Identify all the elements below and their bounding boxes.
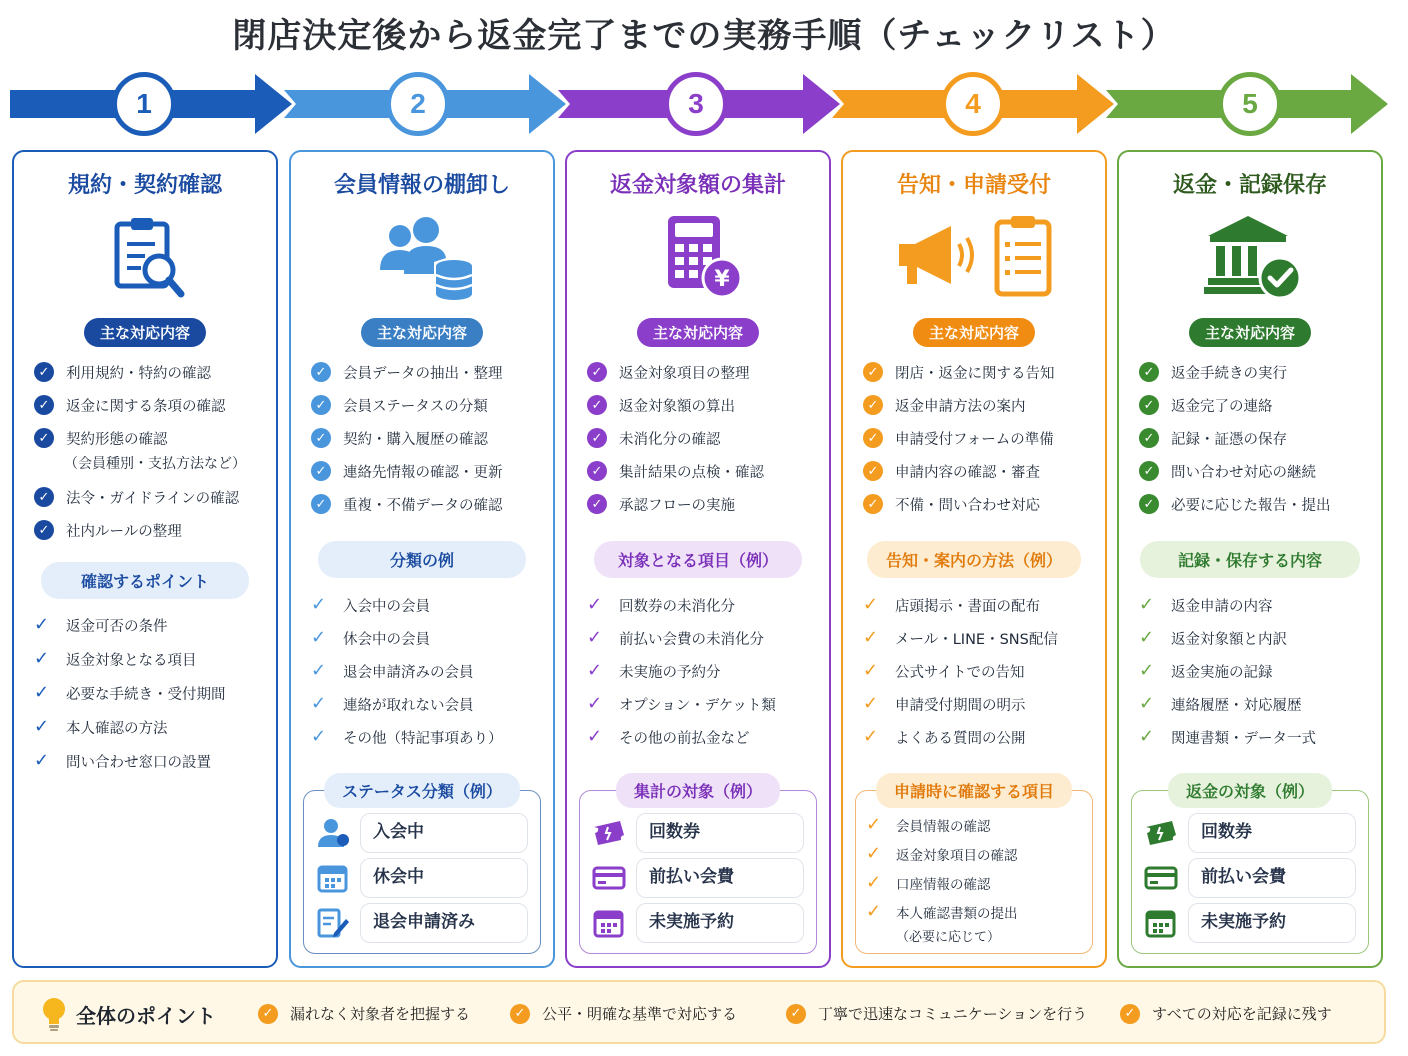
section-list <box>863 595 1101 760</box>
checkmark-icon: ✓ <box>866 901 882 922</box>
section-title: 記録・保存する内容 <box>1140 541 1360 578</box>
member-icon <box>316 817 350 849</box>
members-database-icon <box>374 212 474 302</box>
check-circle-icon: ✓ <box>1139 362 1159 382</box>
checkmark-icon: ✓ <box>34 750 50 771</box>
checkmark-icon: ✓ <box>34 682 50 703</box>
main-tasks-pill: 主な対応内容 <box>637 318 759 347</box>
main-tasks-pill: 主な対応内容 <box>1189 318 1311 347</box>
main-task-list <box>34 362 272 553</box>
status-label: 入会中 <box>360 813 528 853</box>
step-title: 規約・契約確認 <box>67 173 222 198</box>
step-title: 会員情報の棚卸し <box>333 173 510 198</box>
main-task-list <box>1139 362 1377 527</box>
check-circle-icon: ✓ <box>587 494 607 514</box>
checkmark-icon: ✓ <box>587 627 603 648</box>
list-item-note: （必要に応じて） <box>896 930 1001 945</box>
checkmark-icon: ✓ <box>587 693 603 714</box>
step-card-2 <box>289 150 555 968</box>
target-label: 未実施予約 <box>636 903 804 943</box>
checkmark-icon: ✓ <box>311 594 327 615</box>
section-list <box>1139 595 1377 760</box>
main-task-list <box>587 362 825 527</box>
checkmark-icon: ✓ <box>863 693 879 714</box>
list-item: ✓ 問い合わせ窓口の設置 <box>34 750 211 771</box>
check-circle-icon: ✓ <box>587 362 607 382</box>
calendar-icon <box>592 907 626 939</box>
list-item: ✓ 返金対象額と内訳 <box>1139 627 1287 648</box>
overall-points-bar <box>12 980 1386 1044</box>
list-item: ✓ 会員情報の確認 <box>866 814 991 835</box>
list-item: ✓ 申請内容の確認・審査 <box>863 461 1101 494</box>
list-item: ✓ 返金手続きの実行 <box>1139 362 1377 395</box>
check-circle-icon: ✓ <box>863 395 883 415</box>
calendar-icon <box>316 862 350 894</box>
target-label: 前払い会費 <box>636 858 804 898</box>
check-circle-icon: ✓ <box>311 494 331 514</box>
check-circle-icon: ✓ <box>863 494 883 514</box>
check-circle-icon: ✓ <box>34 520 54 540</box>
checkmark-icon: ✓ <box>1139 660 1155 681</box>
main-tasks-pill: 主な対応内容 <box>913 318 1035 347</box>
checkmark-icon: ✓ <box>866 872 882 893</box>
check-circle-icon: ✓ <box>1139 395 1159 415</box>
target-label: 前払い会費 <box>1188 858 1356 898</box>
main-tasks-pill: 主な対応内容 <box>361 318 483 347</box>
list-item: ✓ 連絡先情報の確認・更新 <box>311 461 549 494</box>
calculator-yen-icon <box>650 212 750 302</box>
list-item-note: （会員種別・支払方法など） <box>64 456 246 472</box>
step-number-5: 5 <box>1218 72 1282 136</box>
checkmark-icon: ✓ <box>311 726 327 747</box>
checkmark-icon: ✓ <box>34 614 50 635</box>
list-item: ✓ 不備・問い合わせ対応 <box>863 494 1101 527</box>
overall-point: ✓ すべての対応を記録に残す <box>1120 1003 1332 1024</box>
target-row <box>1132 813 1368 853</box>
list-item: ✓ 返金申請の内容 <box>1139 594 1273 615</box>
check-circle-icon: ✓ <box>34 395 54 415</box>
check-circle-icon: ✓ <box>863 362 883 382</box>
target-label: 回数券 <box>636 813 804 853</box>
step-title: 返金・記録保存 <box>1172 173 1327 198</box>
section-title: 告知・案内の方法（例） <box>867 541 1081 578</box>
list-item: ✓ 前払い会費の未消化分 <box>587 627 764 648</box>
svg-text:¥: ¥ <box>714 267 730 292</box>
list-item: ✓ 返金可否の条件 <box>34 614 168 635</box>
status-box <box>303 782 541 954</box>
check-circle-icon: ✓ <box>587 461 607 481</box>
list-item: ✓ 返金完了の連絡 <box>1139 395 1377 428</box>
checkmark-icon: ✓ <box>587 660 603 681</box>
list-item: ✓ 返金対象項目の整理 <box>587 362 825 395</box>
list-item: ✓ 社内ルールの整理 <box>34 520 272 553</box>
list-item: ✓ 未消化分の確認 <box>587 428 825 461</box>
list-item: ✓ 記録・証憑の保存 <box>1139 428 1377 461</box>
list-item: ✓ 契約・購入履歴の確認 <box>311 428 549 461</box>
check-circle-icon: ✓ <box>1139 461 1159 481</box>
application-check-list <box>866 815 1104 946</box>
checkmark-icon: ✓ <box>311 660 327 681</box>
check-circle-icon: ✓ <box>587 395 607 415</box>
list-item: ✓ 承認フローの実施 <box>587 494 825 527</box>
list-item: ✓ 店頭掲示・書面の配布 <box>863 594 1040 615</box>
check-circle-icon: ✓ <box>510 1004 530 1024</box>
card-icon <box>592 862 626 894</box>
target-label: 回数券 <box>1188 813 1356 853</box>
target-row <box>580 858 816 898</box>
application-check-box <box>855 782 1093 954</box>
target-row <box>1132 903 1368 943</box>
checkmark-icon: ✓ <box>866 814 882 835</box>
list-item: ✓ 必要に応じた報告・提出 <box>1139 494 1377 527</box>
status-row <box>304 858 540 898</box>
status-label: 休会中 <box>360 858 528 898</box>
checkmark-icon: ✓ <box>311 693 327 714</box>
status-label: 退会申請済み <box>360 903 528 943</box>
check-circle-icon: ✓ <box>34 487 54 507</box>
main-tasks-pill: 主な対応内容 <box>84 318 206 347</box>
list-item: ✓ 回数券の未消化分 <box>587 594 735 615</box>
list-item: ✓ メール・LINE・SNS配信 <box>863 627 1058 648</box>
check-circle-icon: ✓ <box>786 1004 806 1024</box>
checkmark-icon: ✓ <box>1139 594 1155 615</box>
step-card-3 <box>565 150 831 968</box>
overall-points-title: 全体のポイント <box>76 1004 216 1028</box>
step-number-4: 4 <box>941 72 1005 136</box>
list-item: ✓ 契約形態の確認 <box>34 428 272 453</box>
list-item: ✓ 本人確認書類の提出 <box>866 901 1018 922</box>
check-circle-icon: ✓ <box>258 1004 278 1024</box>
checkmark-icon: ✓ <box>587 594 603 615</box>
list-item: ✓ 集計結果の点検・確認 <box>587 461 825 494</box>
list-item: ✓ 退会申請済みの会員 <box>311 660 474 681</box>
main-task-list <box>863 362 1101 527</box>
list-item: ✓ オプション・デケット類 <box>587 693 776 714</box>
check-circle-icon: ✓ <box>311 461 331 481</box>
step-card-5 <box>1117 150 1383 968</box>
step-card-4 <box>841 150 1107 968</box>
target-row <box>580 813 816 853</box>
section-title: 対象となる項目（例） <box>594 541 802 578</box>
check-circle-icon: ✓ <box>311 428 331 448</box>
checkmark-icon: ✓ <box>1139 726 1155 747</box>
status-row <box>304 903 540 943</box>
form-edit-icon <box>316 907 350 939</box>
check-circle-icon: ✓ <box>863 428 883 448</box>
card-icon <box>1144 862 1178 894</box>
list-item: ✓ 口座情報の確認 <box>866 872 991 893</box>
checkmark-icon: ✓ <box>863 726 879 747</box>
check-circle-icon: ✓ <box>34 428 54 448</box>
overall-point: ✓ 漏れなく対象者を把握する <box>258 1003 470 1024</box>
checkmark-icon: ✓ <box>863 627 879 648</box>
checkmark-icon: ✓ <box>863 594 879 615</box>
checkmark-icon: ✓ <box>34 648 50 669</box>
list-item: ✓ 利用規約・特約の確認 <box>34 362 272 395</box>
checkmark-icon: ✓ <box>1139 627 1155 648</box>
list-item: ✓ その他の前払金など <box>587 726 750 747</box>
list-item: ✓ 入会中の会員 <box>311 594 430 615</box>
check-circle-icon: ✓ <box>1120 1004 1140 1024</box>
check-circle-icon: ✓ <box>311 395 331 415</box>
calendar-icon <box>1144 907 1178 939</box>
check-circle-icon: ✓ <box>311 362 331 382</box>
section-title: 確認するポイント <box>41 562 249 599</box>
checkmark-icon: ✓ <box>866 843 882 864</box>
checkmark-icon: ✓ <box>1139 693 1155 714</box>
check-circle-icon: ✓ <box>587 428 607 448</box>
bank-check-icon <box>1202 212 1302 302</box>
check-circle-icon: ✓ <box>863 461 883 481</box>
list-item: ✓ 未実施の予約分 <box>587 660 721 681</box>
section-title: 分類の例 <box>318 541 526 578</box>
list-item: ✓ 連絡が取れない会員 <box>311 693 474 714</box>
ticket-icon <box>1144 817 1178 849</box>
list-item: ✓ 返金申請方法の案内 <box>863 395 1101 428</box>
list-item: ✓ その他（特記事項あり） <box>311 726 503 747</box>
list-item: ✓ 重複・不備データの確認 <box>311 494 549 527</box>
list-item: ✓ 会員データの抽出・整理 <box>311 362 549 395</box>
list-item: ✓ 問い合わせ対応の継続 <box>1139 461 1377 494</box>
list-item: ✓ 閉店・返金に関する告知 <box>863 362 1101 395</box>
overall-point: ✓ 丁寧で迅速なコミュニケーションを行う <box>786 1003 1087 1024</box>
checkmark-icon: ✓ <box>863 660 879 681</box>
list-item: ✓ 返金対象額の算出 <box>587 395 825 428</box>
list-item: ✓ 休会中の会員 <box>311 627 430 648</box>
list-item: ✓ 返金に関する条項の確認 <box>34 395 272 428</box>
list-item: ✓ 申請受付フォームの準備 <box>863 428 1101 461</box>
target-box <box>579 782 817 954</box>
target-row <box>1132 858 1368 898</box>
lightbulb-icon <box>40 996 68 1032</box>
check-circle-icon: ✓ <box>1139 494 1159 514</box>
list-item: ✓ 公式サイトでの告知 <box>863 660 1025 681</box>
checkmark-icon: ✓ <box>311 627 327 648</box>
overall-point: ✓ 公平・明確な基準で対応する <box>510 1003 737 1024</box>
section-list <box>311 595 549 760</box>
box-title: ステータス分類（例） <box>324 773 520 808</box>
box-title: 返金の対象（例） <box>1168 773 1332 808</box>
check-circle-icon: ✓ <box>1139 428 1159 448</box>
megaphone-clipboard-icon <box>893 212 1063 302</box>
ticket-icon <box>592 817 626 849</box>
list-item: ✓ 必要な手続き・受付期間 <box>34 682 226 703</box>
step-title: 告知・申請受付 <box>896 173 1051 198</box>
list-item: ✓ 返金対象となる項目 <box>34 648 197 669</box>
target-label: 未実施予約 <box>1188 903 1356 943</box>
step-number-3: 3 <box>664 72 728 136</box>
main-task-list <box>311 362 549 527</box>
list-item: ✓ 返金対象項目の確認 <box>866 843 1018 864</box>
refund-target-box <box>1131 782 1369 954</box>
section-list <box>587 595 825 760</box>
list-item: ✓ 本人確認の方法 <box>34 716 168 737</box>
list-item: ✓ 法令・ガイドラインの確認 <box>34 487 272 520</box>
checkmark-icon: ✓ <box>587 726 603 747</box>
target-row <box>580 903 816 943</box>
status-row <box>304 813 540 853</box>
check-circle-icon: ✓ <box>34 362 54 382</box>
box-title: 申請時に確認する項目 <box>876 773 1072 808</box>
step-card-1 <box>12 150 278 968</box>
step-title: 返金対象額の集計 <box>609 173 786 198</box>
box-title: 集計の対象（例） <box>616 773 780 808</box>
checkmark-icon: ✓ <box>34 716 50 737</box>
page-title: 閉店決定後から返金完了までの実務手順（チェックリスト） <box>232 16 1176 56</box>
list-item: ✓ 連絡履歴・対応履歴 <box>1139 693 1302 714</box>
step-arrow-row <box>10 68 1400 140</box>
list-item: ✓ 会員ステータスの分類 <box>311 395 549 428</box>
list-item: ✓ 申請受付期間の明示 <box>863 693 1026 714</box>
step-number-2: 2 <box>386 72 450 136</box>
clipboard-search-icon <box>97 212 197 302</box>
list-item: ✓ よくある質問の公開 <box>863 726 1026 747</box>
section-list <box>34 615 272 785</box>
list-item: ✓ 関連書類・データ一式 <box>1139 726 1316 747</box>
step-number-1: 1 <box>112 72 176 136</box>
list-item: ✓ 返金実施の記録 <box>1139 660 1273 681</box>
